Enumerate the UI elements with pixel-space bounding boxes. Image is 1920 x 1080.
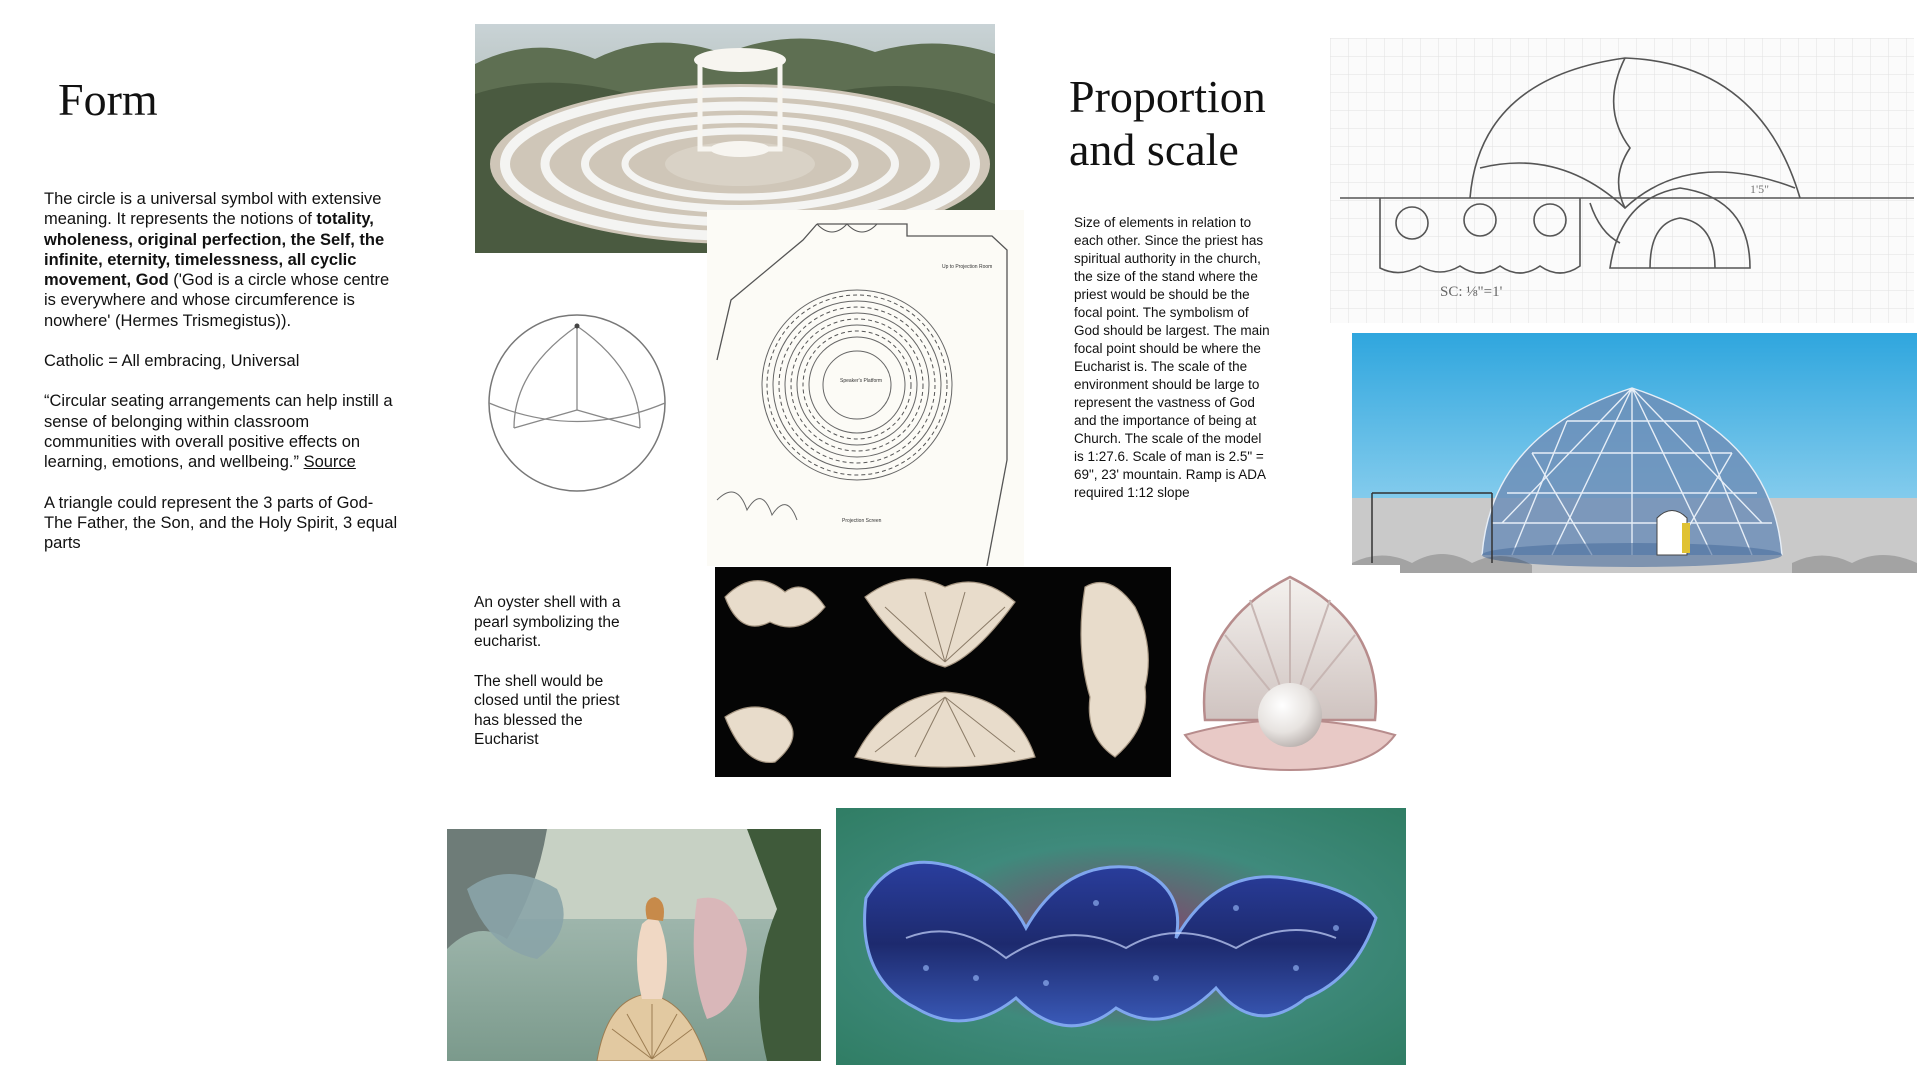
form-circle-lead: The circle is a universal symbol with extensive meaning. It represents the notions of bbox=[44, 190, 382, 229]
giant-clam-shells-photo bbox=[715, 567, 1171, 777]
sketch-scale-mark: 1'5" bbox=[1750, 182, 1770, 196]
geodesic-dome-model bbox=[1352, 333, 1917, 573]
oyster-paragraph-closed: The shell would be closed until the priest has blessed the Eucharist bbox=[474, 672, 620, 748]
proportion-heading-line1: Proportion bbox=[1069, 71, 1266, 122]
proportion-heading-line2: and scale bbox=[1069, 124, 1239, 175]
plan-label-speaker-platform: Speaker's Platform bbox=[840, 378, 883, 384]
source-link[interactable]: Source bbox=[303, 453, 356, 472]
circular-floor-plan bbox=[707, 210, 1024, 566]
plan-label-projection-screen: Projection Screen bbox=[842, 518, 882, 524]
form-paragraph-seating bbox=[44, 391, 399, 472]
form-paragraph-catholic: Catholic = All embracing, Universal bbox=[44, 352, 300, 371]
proportion-text: Size of elements in relation to each other. Since the priest has spiritual authority in the church, the size of the stand where the priest would be should be the focal point. The symbolism of God should be largest. The main focal point should be where the Eucharist is. The scale of the environment should be large to represent the vastness of God and the importance of being at Church. The scale of the model is 1:27.6. Scale of man is 2.5" = 69", 23' mountain. Ramp is ADA required 1:12 slope bbox=[1074, 215, 1270, 500]
plan-label-projection-room: Up to Projection Room bbox=[942, 264, 993, 270]
form-circle-bold: totality, wholeness, original perfection, the Self, the infinite, eternity, timelessness, all cyclic movement, God bbox=[44, 210, 385, 290]
form-text-block bbox=[44, 189, 399, 573]
sphere-triangle-diagram bbox=[484, 310, 670, 496]
dome-pencil-sketch bbox=[1330, 38, 1914, 323]
proportion-heading bbox=[1069, 70, 1266, 176]
oyster-paragraph-eucharist: An oyster shell with a pearl symbolizing the eucharist. bbox=[474, 594, 621, 650]
birth-of-venus-painting bbox=[447, 829, 821, 1061]
form-paragraph-triangle: A triangle could represent the 3 parts of God- The Father, the Son, and the Holy Spirit, 3 equal parts bbox=[44, 493, 398, 553]
oyster-text-block bbox=[474, 593, 634, 770]
giant-clam-mantle-photo bbox=[836, 808, 1406, 1065]
sketch-scale-note: SC: ⅛"=1' bbox=[1440, 284, 1503, 300]
form-paragraph-circle bbox=[44, 189, 399, 331]
form-heading: Form bbox=[58, 74, 158, 125]
form-seating-quote: “Circular seating arrangements can help instill a sense of belonging within classroom communities with overall positive effects on learning, emotions, and wellbeing.” bbox=[44, 392, 393, 472]
form-circle-tail: ('God is a circle whose centre is everywhere and whose circumference is nowhere' (Hermes Trismegistus)). bbox=[44, 271, 390, 330]
pearl-in-shell-image bbox=[1180, 565, 1400, 780]
